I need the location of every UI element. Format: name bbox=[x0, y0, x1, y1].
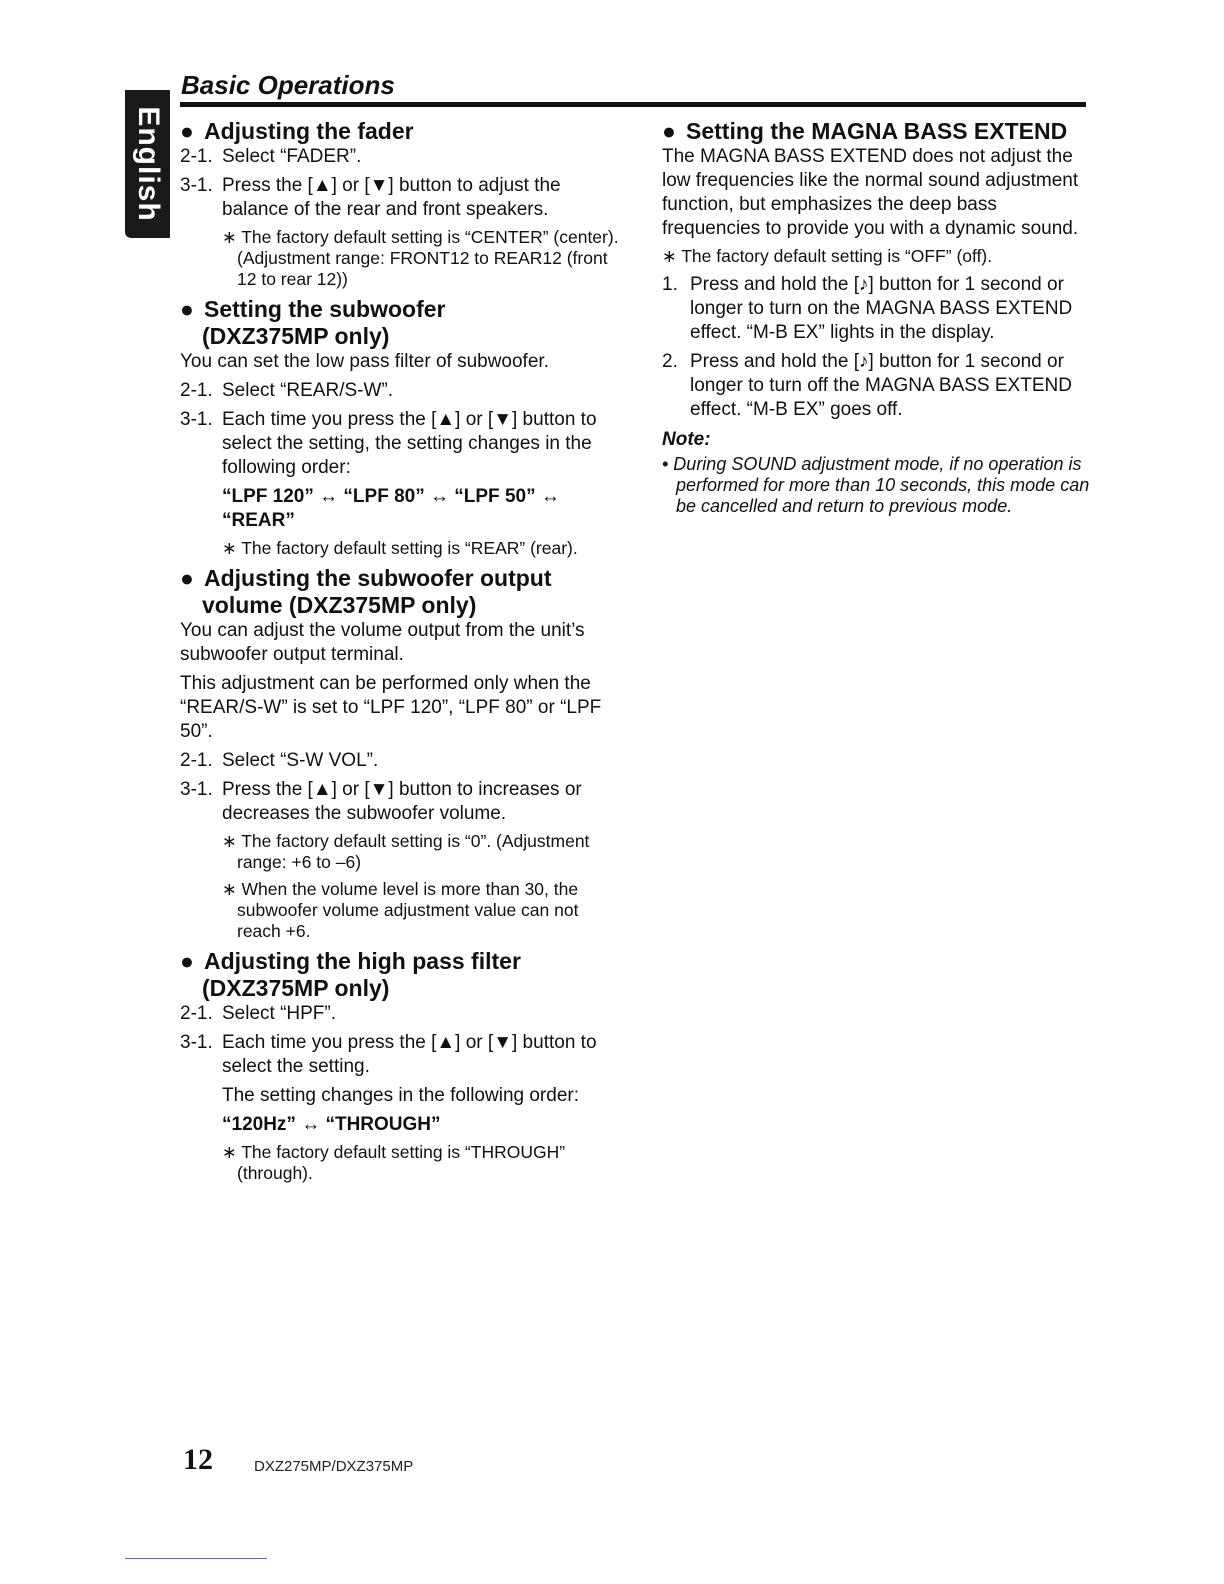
bullet-icon: ● bbox=[180, 118, 194, 144]
language-tab bbox=[125, 90, 170, 238]
subwoofer-note: ∗ The factory default setting is “REAR” (rear). bbox=[222, 538, 578, 558]
hpf-step-2: 3-1. Each time you press the [▲] or [▼] button to select the setting. bbox=[180, 1032, 597, 1077]
fader-step-1: 2-1. Select “FADER”. bbox=[180, 146, 362, 167]
sw-output-intro-2: This adjustment can be performed only when the “REAR/S-W” is set to “LPF 120”, “LPF 80” or “LPF 50”. bbox=[180, 673, 602, 742]
magna-note: ∗ The factory default setting is “OFF” (off). bbox=[662, 246, 993, 266]
heading-magna: ● Setting the MAGNA BASS EXTEND bbox=[662, 118, 1068, 144]
bullet-icon: ● bbox=[662, 118, 676, 144]
note-title: Note: bbox=[662, 429, 711, 450]
sw-output-step-1: 2-1. Select “S-W VOL”. bbox=[180, 750, 379, 771]
heading-hpf: ● Adjusting the high pass filter (DXZ375MP only) bbox=[180, 948, 521, 1001]
header-rule bbox=[180, 102, 1086, 107]
subwoofer-step-1: 2-1. Select “REAR/S-W”. bbox=[180, 380, 394, 401]
heading-sw-output: ● Adjusting the subwoofer output volume (DXZ375MP only) bbox=[180, 565, 552, 618]
bullet-icon: ● bbox=[180, 948, 194, 974]
left-column bbox=[180, 118, 620, 1190]
footer-line bbox=[125, 1558, 267, 1559]
model-number: DXZ275MP/DXZ375MP bbox=[254, 1458, 414, 1475]
magna-intro: The MAGNA BASS EXTEND does not adjust the low frequencies like the normal sound adjustment function, but emphasizes the deep bass frequencies to provide you with a dynamic sound. bbox=[662, 146, 1079, 239]
sw-output-step-2: 3-1. Press the [▲] or [▼] button to increases or decreases the subwoofer volume. bbox=[180, 779, 582, 824]
bullet-icon: ● bbox=[180, 296, 194, 322]
magna-bullet-note: • During SOUND adjustment mode, if no operation is performed for more than 10 seconds, this mode can be cancelled and return to previous mode. bbox=[662, 454, 1090, 516]
magna-step-2: 2. Press and hold the [♪] button for 1 second or longer to turn off the MAGNA BASS EXTEND effect. “M-B EX” goes off. bbox=[662, 351, 1072, 420]
heading-subwoofer: ● Setting the subwoofer (DXZ375MP only) bbox=[180, 296, 446, 349]
hpf-step-1: 2-1. Select “HPF”. bbox=[180, 1003, 337, 1024]
section-title: Basic Operations bbox=[181, 70, 395, 100]
heading-fader: ● Adjusting the fader bbox=[180, 118, 414, 144]
bullet-icon: ● bbox=[180, 565, 194, 591]
magna-step-1: 1. Press and hold the [♪] button for 1 second or longer to turn on the MAGNA BASS EXTEND effect. “M-B EX” lights in the display. bbox=[662, 274, 1073, 343]
hpf-note: ∗ The factory default setting is “THROUGH” (through). bbox=[222, 1142, 566, 1183]
hpf-step-cont: The setting changes in the following order: bbox=[222, 1085, 579, 1106]
page-number: 12 bbox=[183, 1443, 213, 1476]
sw-output-note-2: ∗ When the volume level is more than 30, the subwoofer volume adjustment value can not reach +6. bbox=[222, 879, 579, 941]
sw-output-intro-1: You can adjust the volume output from the unit’s subwoofer output terminal. bbox=[180, 620, 585, 665]
hpf-order: “120Hz” ↔ “THROUGH” bbox=[222, 1114, 441, 1135]
fader-step-2: 3-1. Press the [▲] or [▼] button to adjust the balance of the rear and front speakers. bbox=[180, 175, 561, 220]
language-tab-label: English bbox=[131, 106, 165, 222]
subwoofer-step-2: 3-1. Each time you press the [▲] or [▼] button to select the setting, the setting changes in the following order: bbox=[180, 409, 597, 478]
subwoofer-order: “LPF 120” ↔ “LPF 80” ↔ “LPF 50” ↔ “REAR” bbox=[222, 486, 560, 531]
right-column bbox=[662, 118, 1090, 517]
fader-note: ∗ The factory default setting is “CENTER” (center). (Adjustment range: FRONT12 to REAR12 (front 12 to rear 12)) bbox=[222, 227, 619, 289]
sw-output-note-1: ∗ The factory default setting is “0”. (Adjustment range: +6 to –6) bbox=[222, 831, 590, 872]
subwoofer-intro: You can set the low pass filter of subwoofer. bbox=[180, 351, 549, 372]
